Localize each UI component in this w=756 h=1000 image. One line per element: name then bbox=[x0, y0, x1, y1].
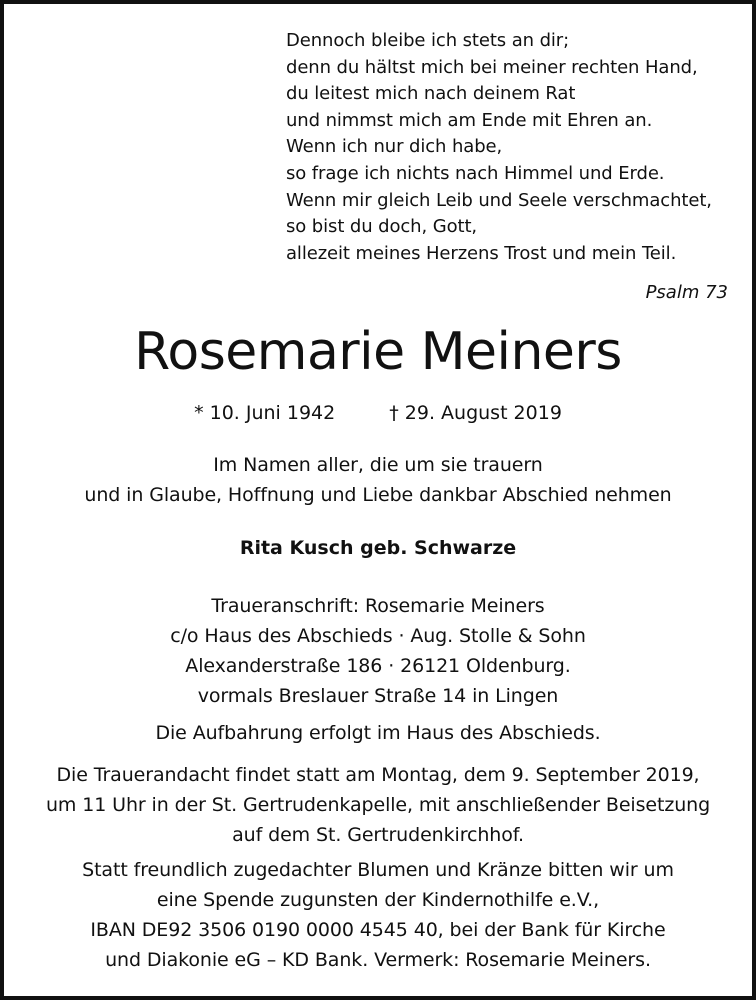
psalm-line: allezeit meines Herzens Trost und mein Teil. bbox=[286, 242, 677, 264]
psalm-line: denn du hältst mich bei meiner rechten Hand, bbox=[286, 56, 698, 78]
donation-line: IBAN DE92 3506 0190 0000 4545 40, bei der Bank für Kirche bbox=[90, 919, 666, 941]
farewell-line: und in Glaube, Hoffnung und Liebe dankbar Abschied nehmen bbox=[84, 484, 672, 506]
psalm-line: Wenn mir gleich Leib und Seele verschmachtet, bbox=[286, 189, 712, 211]
address-line: c/o Haus des Abschieds · Aug. Stolle & Sohn bbox=[170, 625, 586, 647]
donation-line: Statt freundlich zugedachter Blumen und Kränze bitten wir um bbox=[82, 859, 674, 881]
psalm-line: Dennoch bleibe ich stets an dir; bbox=[286, 30, 570, 51]
address-line: vormals Breslauer Straße 14 in Lingen bbox=[197, 685, 559, 707]
donation-line: und Diakonie eG – KD Bank. Vermerk: Rosemarie Meiners. bbox=[105, 949, 651, 971]
birth-date: * 10. Juni 1942 bbox=[194, 402, 336, 424]
deceased-name: Rosemarie Meiners bbox=[134, 322, 622, 382]
service-line: um 11 Uhr in der St. Gertrudenkapelle, mit anschließender Beisetzung bbox=[45, 794, 711, 816]
psalm-line: du leitest mich nach deinem Rat bbox=[286, 83, 576, 105]
farewell-text bbox=[0, 450, 756, 510]
address-line: Alexanderstraße 186 · 26121 Oldenburg. bbox=[185, 655, 571, 677]
donation-line: eine Spende zugunsten der Kindernothilfe e.V., bbox=[156, 889, 600, 911]
service-line: Die Trauerandacht findet statt am Montag, dem 9. September 2019, bbox=[56, 764, 700, 786]
laying-out-notice bbox=[0, 718, 756, 748]
farewell-line: Im Namen aller, die um sie trauern bbox=[213, 454, 543, 476]
death-date: † 29. August 2019 bbox=[389, 402, 562, 424]
psalm-line: so frage ich nichts nach Himmel und Erde. bbox=[286, 162, 665, 184]
psalm-quote bbox=[286, 28, 712, 267]
address-line: Traueranschrift: Rosemarie Meiners bbox=[211, 595, 545, 617]
service-details bbox=[0, 760, 756, 850]
mourning-address bbox=[0, 591, 756, 711]
donation-request bbox=[0, 855, 756, 975]
life-dates bbox=[0, 402, 756, 424]
service-line: auf dem St. Gertrudenkirchhof. bbox=[232, 824, 524, 846]
psalm-source: Psalm 73 bbox=[645, 282, 728, 303]
psalm-line: und nimmst mich am Ende mit Ehren an. bbox=[286, 109, 653, 131]
laying-out-line: Die Aufbahrung erfolgt im Haus des Abschieds. bbox=[155, 722, 601, 744]
mourner-name: Rita Kusch geb. Schwarze bbox=[239, 537, 517, 559]
psalm-line: Wenn ich nur dich habe, bbox=[286, 136, 503, 158]
psalm-line: so bist du doch, Gott, bbox=[286, 216, 478, 238]
